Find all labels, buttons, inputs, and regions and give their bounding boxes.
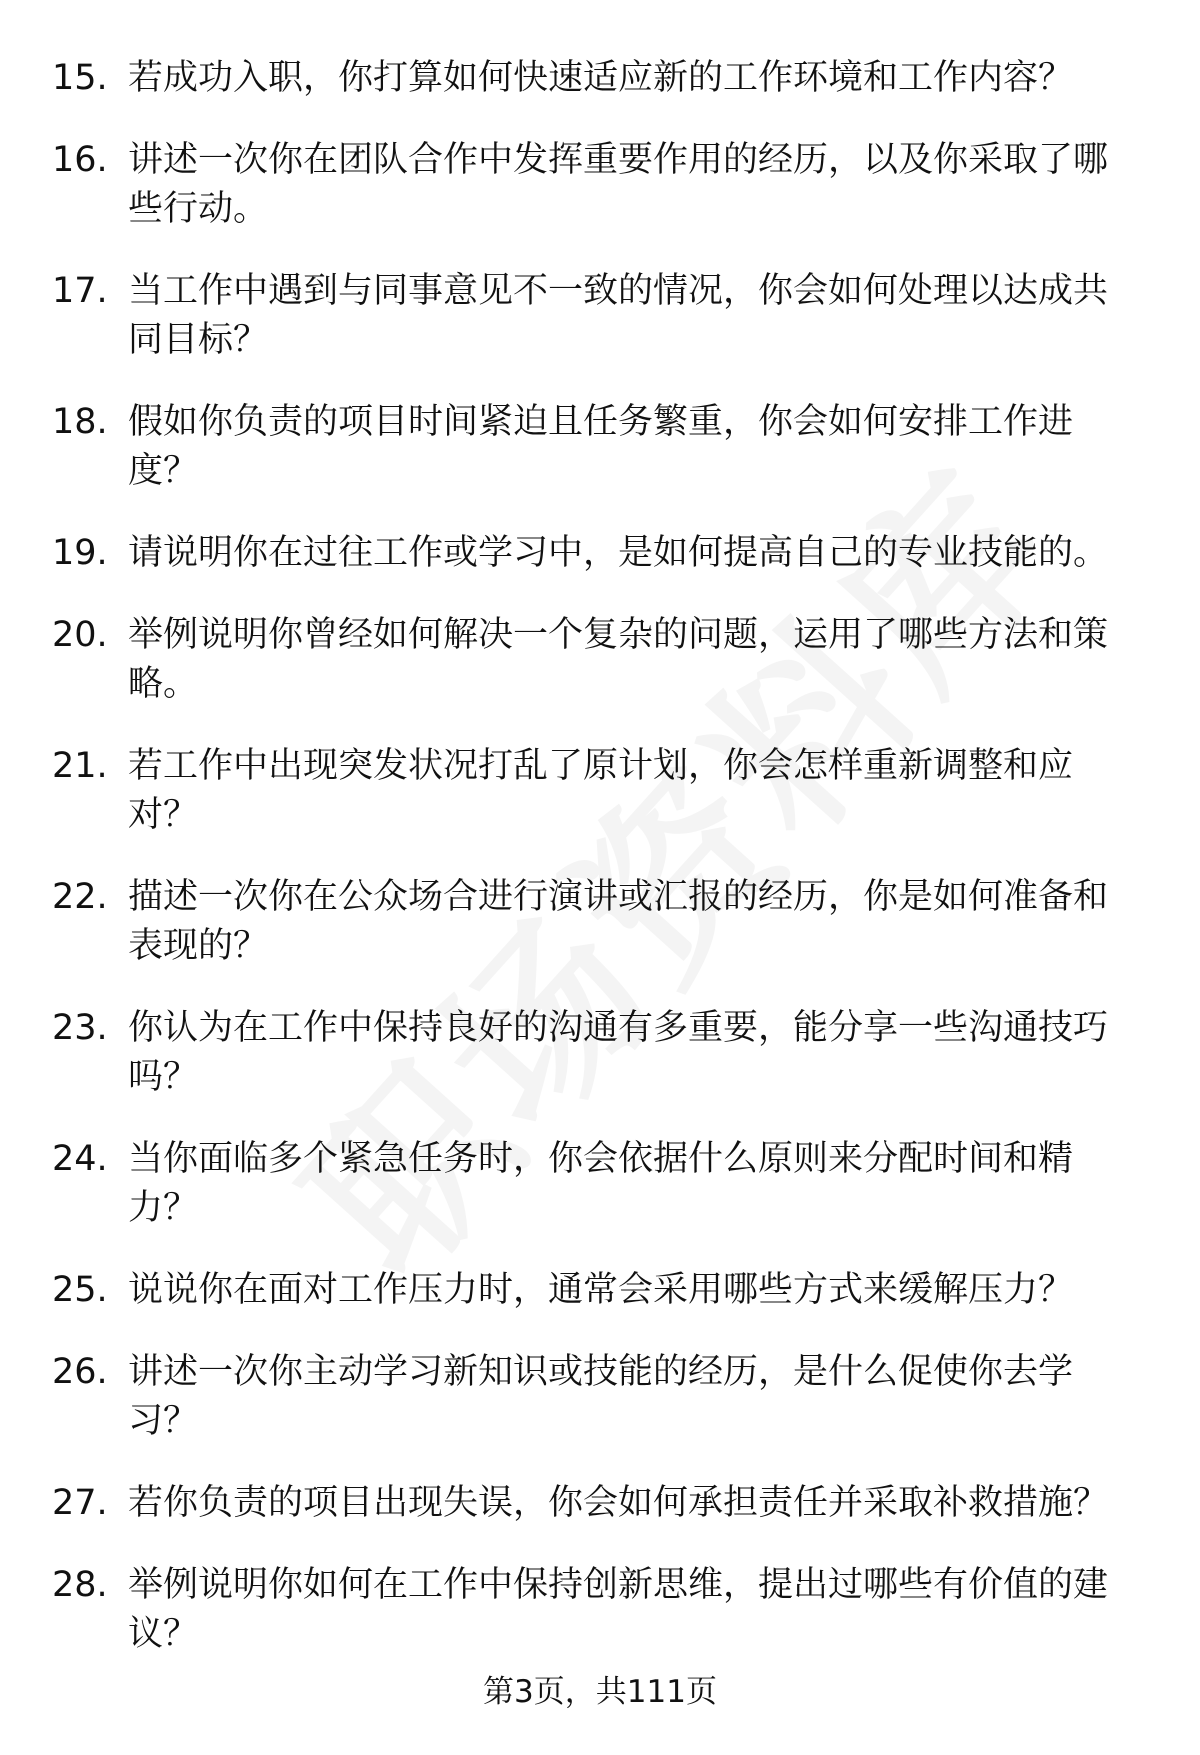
question-text: 说说你在面对工作压力时，通常会采用哪些方式来缓解压力？	[128, 1270, 1074, 1310]
question-text: 举例说明你如何在工作中保持创新思维，提出过哪些有价值的建议？	[128, 1565, 1109, 1654]
question-text: 若成功入职，你打算如何快速适应新的工作环境和工作内容？	[128, 58, 1074, 98]
question-text: 若你负责的项目出现失误，你会如何承担责任并采取补救措施？	[128, 1483, 1109, 1523]
question-number: 23.	[52, 1008, 108, 1048]
question-number: 19.	[52, 533, 108, 573]
question-number: 15.	[52, 58, 108, 98]
question-text: 请说明你在过往工作或学习中，是如何提高自己的专业技能的。	[128, 533, 1109, 573]
list-item	[52, 742, 1142, 840]
question-list	[52, 54, 1142, 1692]
question-text: 若工作中出现突发状况打乱了原计划，你会怎样重新调整和应对？	[128, 746, 1074, 835]
question-text: 当工作中遇到与同事意见不一致的情况，你会如何处理以达成共同目标？	[128, 271, 1109, 360]
page-footer: 第3页，共111页	[483, 1674, 717, 1710]
list-item	[52, 529, 1142, 578]
question-number: 22.	[52, 877, 108, 917]
question-text: 你认为在工作中保持良好的沟通有多重要，能分享一些沟通技巧吗？	[128, 1008, 1109, 1097]
question-text: 当你面临多个紧急任务时，你会依据什么原则来分配时间和精力？	[128, 1139, 1074, 1228]
list-item	[52, 1479, 1142, 1528]
list-item	[52, 873, 1142, 971]
list-item	[52, 1135, 1142, 1233]
list-item	[52, 1266, 1142, 1315]
list-item	[52, 611, 1142, 709]
question-number: 21.	[52, 746, 108, 786]
list-item	[52, 1561, 1142, 1659]
question-number: 27.	[52, 1483, 108, 1523]
list-item	[52, 1348, 1142, 1446]
question-number: 18.	[52, 402, 108, 442]
question-number: 16.	[52, 140, 108, 180]
list-item	[52, 54, 1142, 103]
question-number: 20.	[52, 615, 108, 655]
question-number: 17.	[52, 271, 108, 311]
question-text: 举例说明你曾经如何解决一个复杂的问题，运用了哪些方法和策略。	[128, 615, 1109, 704]
list-item	[52, 136, 1142, 234]
question-number: 26.	[52, 1352, 108, 1392]
question-text: 假如你负责的项目时间紧迫且任务繁重，你会如何安排工作进度？	[128, 402, 1074, 491]
question-text: 讲述一次你主动学习新知识或技能的经历，是什么促使你去学习？	[128, 1352, 1074, 1441]
list-item	[52, 1004, 1142, 1102]
question-text: 描述一次你在公众场合进行演讲或汇报的经历，你是如何准备和表现的？	[128, 877, 1109, 966]
question-number: 28.	[52, 1565, 108, 1605]
question-number: 24.	[52, 1139, 108, 1179]
list-item	[52, 398, 1142, 496]
question-text: 讲述一次你在团队合作中发挥重要作用的经历，以及你采取了哪些行动。	[128, 140, 1109, 229]
list-item	[52, 267, 1142, 365]
question-number: 25.	[52, 1270, 108, 1310]
